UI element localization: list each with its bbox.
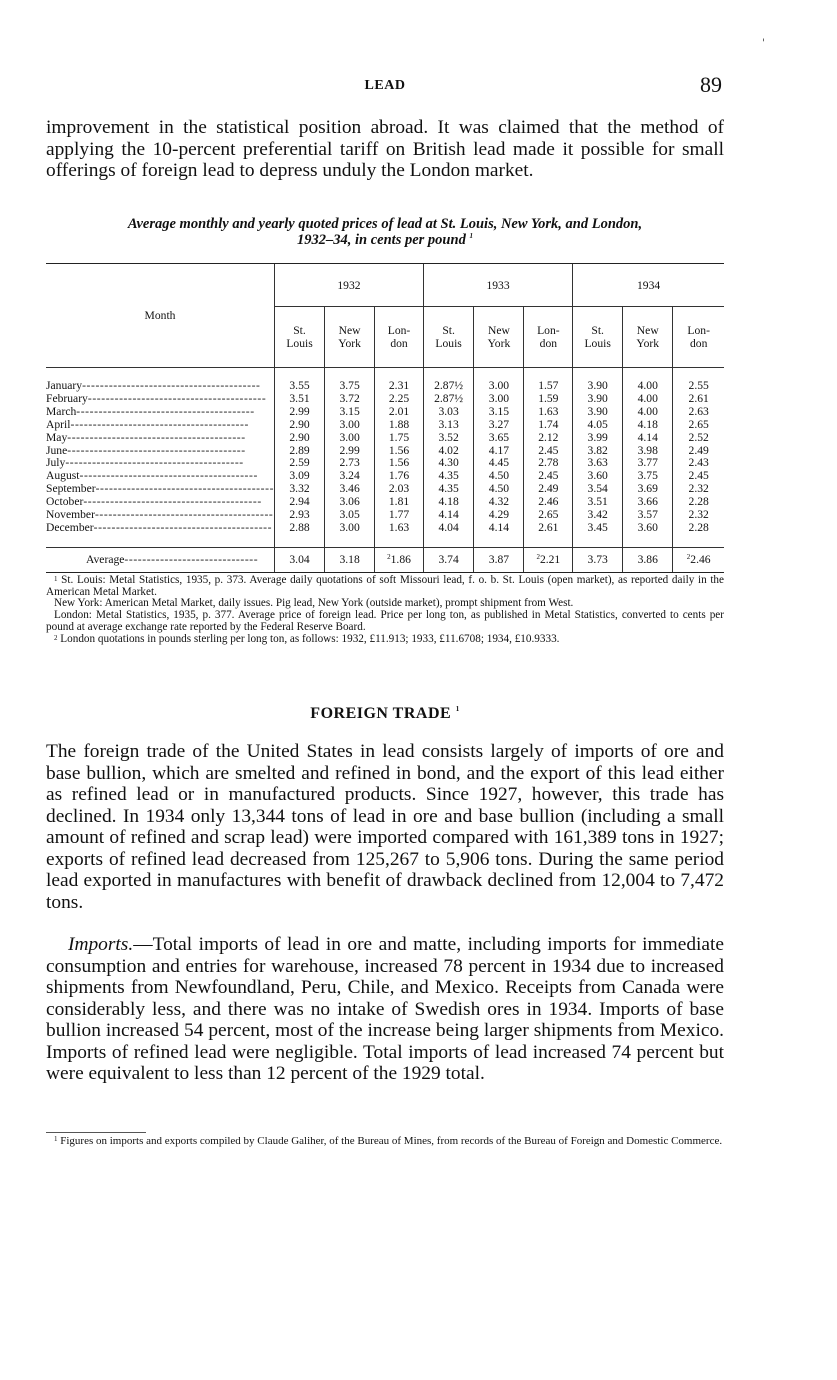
month-cell	[46, 393, 275, 406]
section-heading	[46, 705, 724, 723]
month-cell	[46, 406, 275, 419]
value-cell: 4.14	[623, 432, 673, 445]
leader-dots: ----------------------------------------	[83, 496, 262, 509]
leader-dots: ----------------------------------------	[87, 392, 267, 405]
value-cell: 4.00	[623, 380, 673, 393]
value-cell: 4.30	[423, 457, 473, 470]
value-cell: 3.46	[325, 483, 375, 496]
column-header-line: don	[390, 337, 408, 350]
value-cell: 2.46	[524, 496, 573, 509]
month-cell	[46, 470, 275, 483]
value-cell: 3.03	[423, 406, 473, 419]
month-label: February	[46, 392, 88, 405]
month-label: October	[46, 496, 84, 509]
footnote-mark: 2	[54, 633, 58, 642]
value-cell: 3.90	[573, 393, 623, 406]
footnote-ref: 2	[536, 553, 540, 562]
average-value-cell	[325, 547, 375, 572]
column-header-line: Louis	[584, 337, 611, 350]
table-row	[46, 483, 724, 496]
value-cell: 2.90	[275, 432, 325, 445]
leader-dots: ----------------------------------------	[65, 457, 244, 470]
caption-line-2: 1932–34, in cents per pound	[297, 232, 466, 248]
value-cell: 3.24	[325, 470, 375, 483]
leader-dots: ----------------------------------------	[95, 483, 275, 496]
column-header-line: York	[487, 337, 511, 350]
value-cell: 4.05	[573, 419, 623, 432]
average-value-cell	[474, 547, 524, 572]
value-cell: 2.49	[673, 445, 724, 458]
value-cell: 4.00	[623, 406, 673, 419]
value-cell: 3.00	[474, 393, 524, 406]
value-cell: 4.04	[423, 522, 473, 535]
value-cell: 2.61	[524, 522, 573, 535]
table-row	[46, 445, 724, 458]
year-header-1934: 1934	[573, 264, 724, 307]
corner-mark: '	[762, 38, 765, 49]
value-cell: 2.63	[673, 406, 724, 419]
value-cell: 4.29	[474, 509, 524, 522]
value-cell: 1.57	[524, 380, 573, 393]
footnote-rule	[46, 1132, 146, 1133]
average-value: 3.04	[289, 553, 310, 567]
column-header	[375, 307, 424, 368]
column-header-line: St.	[442, 324, 455, 337]
month-cell	[46, 483, 275, 496]
table-row	[46, 470, 724, 483]
value-cell: 3.32	[275, 483, 325, 496]
value-cell: 1.77	[375, 509, 424, 522]
month-cell	[46, 419, 275, 432]
value-cell: 4.50	[474, 483, 524, 496]
value-cell: 2.94	[275, 496, 325, 509]
column-header-line: Lon-	[537, 324, 560, 337]
value-cell: 2.78	[524, 457, 573, 470]
value-cell: 3.52	[423, 432, 473, 445]
table-footnote	[46, 610, 724, 633]
column-header-line: York	[636, 337, 660, 350]
average-value: 3.87	[488, 553, 510, 567]
value-cell: 3.77	[623, 457, 673, 470]
column-header-line: New	[636, 324, 659, 337]
value-cell: 2.93	[275, 509, 325, 522]
column-header	[524, 307, 573, 368]
value-cell: 4.17	[474, 445, 524, 458]
value-cell: 3.98	[623, 445, 673, 458]
value-cell: 4.18	[423, 496, 473, 509]
column-header-line: York	[338, 337, 361, 350]
value-cell: 2.45	[524, 445, 573, 458]
average-value: 2.21	[539, 553, 561, 567]
column-header-line: Louis	[435, 337, 462, 350]
column-header	[623, 307, 673, 368]
running-title: LEAD	[364, 78, 406, 93]
month-label: January	[46, 380, 83, 392]
page-footnote	[46, 1135, 724, 1147]
value-cell: 3.05	[325, 509, 375, 522]
column-header	[673, 307, 724, 368]
value-cell: 2.87½	[423, 380, 473, 393]
table-row	[46, 522, 724, 535]
leader-dots: ----------------------------------------	[79, 470, 258, 483]
value-cell: 2.03	[375, 483, 424, 496]
footnote-ref: 2	[387, 553, 391, 562]
value-cell: 4.35	[423, 483, 473, 496]
year-header-1932: 1932	[275, 264, 424, 307]
value-cell: 2.87½	[423, 393, 473, 406]
value-cell: 3.65	[474, 432, 524, 445]
average-value-cell	[375, 547, 424, 572]
value-cell: 2.59	[275, 457, 325, 470]
value-cell: 1.63	[524, 406, 573, 419]
value-cell: 3.51	[573, 496, 623, 509]
value-cell: 2.89	[275, 445, 325, 458]
average-label-cell	[46, 547, 275, 572]
value-cell: 1.74	[524, 419, 573, 432]
value-cell: 3.75	[325, 380, 375, 393]
year-header-1933: 1933	[423, 264, 572, 307]
value-cell: 2.45	[524, 470, 573, 483]
year-header-row	[46, 264, 724, 307]
leader-dots: ----------------------------------------	[67, 431, 246, 444]
month-label: December	[46, 521, 94, 534]
value-cell: 3.09	[275, 470, 325, 483]
document-page	[46, 0, 765, 1380]
average-value: 2.46	[690, 553, 711, 567]
value-cell: 1.75	[375, 432, 424, 445]
value-cell: 2.32	[673, 509, 724, 522]
leader-dots: ------------------------------	[124, 553, 259, 567]
value-cell: 3.42	[573, 509, 623, 522]
value-cell: 3.82	[573, 445, 623, 458]
value-cell: 2.43	[673, 457, 724, 470]
value-cell: 3.27	[474, 419, 524, 432]
month-label: August	[46, 470, 80, 483]
value-cell: 2.31	[375, 380, 424, 393]
average-value-cell	[524, 547, 573, 572]
month-cell	[46, 522, 275, 535]
average-value-cell	[423, 547, 473, 572]
month-cell	[46, 509, 275, 522]
value-cell: 3.99	[573, 432, 623, 445]
table-footnotes	[46, 575, 724, 645]
average-value: 3.73	[587, 553, 608, 567]
value-cell: 3.54	[573, 483, 623, 496]
table-row	[46, 432, 724, 445]
lead-prices-table	[46, 263, 724, 573]
value-cell: 2.28	[673, 496, 724, 509]
column-header-line: Louis	[286, 337, 313, 350]
value-cell: 2.73	[325, 457, 375, 470]
month-label: March	[46, 405, 77, 418]
month-label: July	[46, 457, 66, 470]
column-header	[275, 307, 325, 368]
value-cell: 3.75	[623, 470, 673, 483]
value-cell: 3.15	[474, 406, 524, 419]
page-footnote-text: Figures on imports and exports compiled by Claude Galiher, of the Bureau of Mines, from records of the Bureau of Foreign and Domestic Commerce.	[60, 1135, 723, 1147]
leader-dots: ----------------------------------------	[70, 418, 249, 431]
value-cell: 4.50	[474, 470, 524, 483]
spacer-row	[46, 535, 724, 548]
value-cell: 2.99	[275, 406, 325, 419]
value-cell: 2.55	[673, 380, 724, 393]
average-label: Average	[86, 553, 125, 567]
imports-lead-in: Imports.	[68, 934, 134, 955]
imports-paragraph	[46, 934, 724, 1085]
footnote-text: London quotations in pounds sterling per long ton, as follows: 1932, £11.913; 1933, £11.6708; 1934, £10.9333.	[60, 632, 560, 645]
column-header-line: Lon-	[387, 324, 411, 337]
month-label: September	[46, 483, 96, 496]
footnote-text: St. Louis: Metal Statistics, 1935, p. 373. Average daily quotations of soft Missouri lead, f. o. b. St. Louis (open market), as reported daily in the American Metal Market.	[46, 574, 724, 598]
value-cell: 2.45	[673, 470, 724, 483]
value-cell: 2.25	[375, 393, 424, 406]
average-value-cell	[673, 547, 724, 572]
value-cell: 2.12	[524, 432, 573, 445]
leader-dots: ----------------------------------------	[82, 380, 261, 392]
value-cell: 3.90	[573, 406, 623, 419]
month-cell	[46, 432, 275, 445]
value-cell: 3.57	[623, 509, 673, 522]
average-value: 3.74	[438, 553, 459, 567]
value-cell: 3.00	[325, 432, 375, 445]
value-cell: 4.14	[474, 522, 524, 535]
table-row	[46, 406, 724, 419]
section-heading-text: FOREIGN TRADE	[310, 705, 452, 722]
foreign-trade-paragraph: The foreign trade of the United States in lead consists largely of imports of ore and base bullion, which are smelted and refined in bond, and the export of this lead either as refined lead or in manufactured products. Since 1927, however, this trade has declined. In 1934 only 13,344 tons of lead in ore and base bullion (including a small amount of refined and scrap lead) were imported compared with 161,389 tons in 1927; exports of refined lead decreased from 125,267 to 5,906 tons. During the same period lead exported in manufactures with benefit of drawback declined from 12,004 to 7,472 tons.	[46, 741, 724, 913]
value-cell: 2.99	[325, 445, 375, 458]
value-cell: 2.28	[673, 522, 724, 535]
table-footnote	[46, 634, 724, 646]
average-value: 1.86	[390, 553, 411, 567]
value-cell: 3.55	[275, 380, 325, 393]
table-row	[46, 393, 724, 406]
table-row	[46, 509, 724, 522]
table-row	[46, 419, 724, 432]
table-body	[46, 368, 724, 573]
value-cell: 4.32	[474, 496, 524, 509]
column-header-line: St.	[591, 324, 604, 337]
footnote-ref: 2	[686, 553, 691, 562]
value-cell: 3.72	[325, 393, 375, 406]
intro-paragraph: improvement in the statistical position abroad. It was claimed that the method of applying the 10-percent preferential tariff on British lead made it possible for small offerings of foreign lead to depress unduly the London market.	[46, 117, 724, 181]
value-cell: 3.66	[623, 496, 673, 509]
value-cell: 2.65	[673, 419, 724, 432]
running-head	[46, 74, 724, 100]
value-cell: 4.45	[474, 457, 524, 470]
value-cell: 4.14	[423, 509, 473, 522]
caption-line-1: Average monthly and yearly quoted prices of lead at St. Louis, New York, and London,	[127, 216, 643, 232]
column-header-line: don	[539, 337, 558, 350]
value-cell: 1.76	[375, 470, 424, 483]
imports-text: —Total imports of lead in ore and matte, including imports for immediate consumption and entries for warehouse, increased 78 percent in 1934 due to increased shipments from Newfoundland, Peru, Chile, and Mexico. Receipts from Canada were considerably less, and there was no intake of Swedish ores in 1934. Imports of base bullion increased 54 percent, most of the increase being larger shipments from Mexico. Imports of refined lead were negligible. Total imports of lead increased 74 percent but were equivalent to less than 12 percent of the 1929 total.	[46, 934, 724, 1084]
value-cell: 3.51	[275, 393, 325, 406]
footnote-text: New York: American Metal Market, daily issues. Pig lead, New York (outside market), prompt shipment from West.	[54, 597, 574, 610]
column-header-line: New	[338, 324, 361, 337]
value-cell: 3.90	[573, 380, 623, 393]
value-cell: 3.60	[573, 470, 623, 483]
average-value-cell	[623, 547, 673, 572]
average-value: 3.18	[339, 553, 360, 567]
value-cell: 2.01	[375, 406, 424, 419]
section-footnote-ref: 1	[455, 705, 460, 713]
value-cell: 2.88	[275, 522, 325, 535]
spacer-row	[46, 368, 724, 381]
table-row	[46, 380, 724, 393]
average-value-cell	[275, 547, 325, 572]
value-cell: 4.35	[423, 470, 473, 483]
caption-footnote-ref: 1	[469, 232, 473, 240]
value-cell: 4.18	[623, 419, 673, 432]
value-cell: 2.52	[673, 432, 724, 445]
leader-dots: ----------------------------------------	[93, 521, 273, 534]
footnote-mark: 1	[54, 575, 58, 583]
value-cell: 3.00	[474, 380, 524, 393]
column-header	[325, 307, 375, 368]
value-cell: 3.06	[325, 496, 375, 509]
table-caption	[46, 216, 724, 248]
leader-dots: ----------------------------------------	[67, 444, 246, 457]
value-cell: 2.65	[524, 509, 573, 522]
value-cell: 1.59	[524, 393, 573, 406]
value-cell: 1.56	[375, 445, 424, 458]
column-header-line: Lon-	[687, 324, 710, 337]
leader-dots: ----------------------------------------	[76, 405, 255, 418]
value-cell: 3.69	[623, 483, 673, 496]
month-cell	[46, 445, 275, 458]
month-cell	[46, 380, 275, 393]
page-footnote-mark: 1	[54, 1135, 58, 1143]
value-cell: 1.56	[375, 457, 424, 470]
column-header	[474, 307, 524, 368]
value-cell: 4.02	[423, 445, 473, 458]
month-label: May	[46, 431, 68, 444]
leader-dots: ----------------------------------------	[94, 509, 274, 522]
column-header	[573, 307, 623, 368]
value-cell: 3.15	[325, 406, 375, 419]
value-cell: 2.61	[673, 393, 724, 406]
value-cell: 1.63	[375, 522, 424, 535]
value-cell: 4.00	[623, 393, 673, 406]
column-header-line: don	[689, 337, 708, 350]
value-cell: 1.81	[375, 496, 424, 509]
column-header-line: St.	[293, 324, 306, 337]
month-cell	[46, 457, 275, 470]
table-footnote	[46, 575, 724, 598]
month-label: November	[46, 509, 95, 522]
column-header	[423, 307, 473, 368]
footnote-text: London: Metal Statistics, 1935, p. 377. Average price of foreign lead. Price per long ton, as published in Metal Statistics, converted to cents per pound at average exchange rate reported by the Federal Reserve Board.	[46, 609, 724, 633]
value-cell: 3.60	[623, 522, 673, 535]
column-header-line: New	[487, 324, 510, 337]
value-cell: 2.90	[275, 419, 325, 432]
value-cell: 3.63	[573, 457, 623, 470]
table-row	[46, 496, 724, 509]
value-cell: 2.32	[673, 483, 724, 496]
value-cell: 2.49	[524, 483, 573, 496]
average-value: 3.86	[637, 553, 658, 567]
value-cell: 3.00	[325, 419, 375, 432]
month-label: June	[46, 444, 68, 457]
value-cell: 3.00	[325, 522, 375, 535]
value-cell: 1.88	[375, 419, 424, 432]
value-cell: 3.13	[423, 419, 473, 432]
average-value-cell	[573, 547, 623, 572]
month-label: April	[46, 418, 71, 431]
value-cell: 3.45	[573, 522, 623, 535]
table-row	[46, 457, 724, 470]
page-number: 89	[700, 72, 722, 97]
month-cell	[46, 496, 275, 509]
average-row	[46, 547, 724, 572]
month-header: Month	[46, 264, 275, 368]
